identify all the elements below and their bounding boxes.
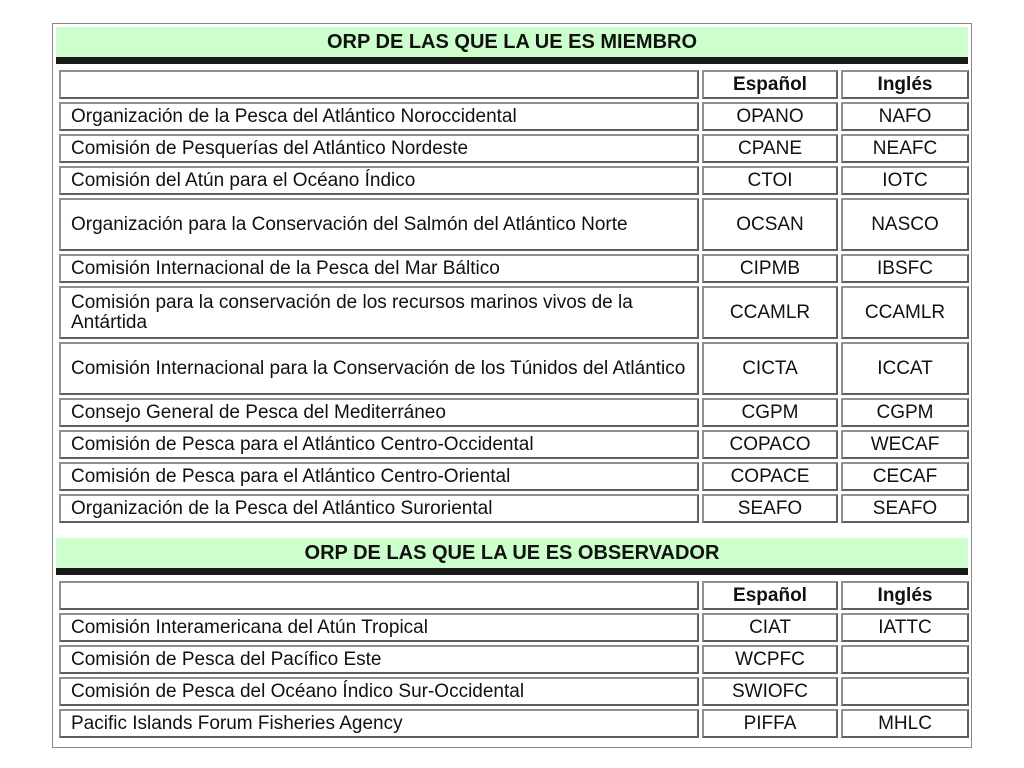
org-name: Comisión de Pesca para el Atlántico Centro-Occidental bbox=[59, 430, 699, 459]
org-name: Comisión Internacional de la Pesca del Mar Báltico bbox=[59, 254, 699, 283]
acronym-en: CCAMLR bbox=[841, 286, 969, 339]
table-row bbox=[59, 430, 969, 459]
table-row bbox=[59, 166, 969, 195]
table-header-row bbox=[59, 581, 969, 610]
acronym-en: NASCO bbox=[841, 198, 969, 251]
acronym-en: NEAFC bbox=[841, 134, 969, 163]
table-row bbox=[59, 286, 969, 339]
acronym-es: CIAT bbox=[702, 613, 838, 642]
org-name: Organización de la Pesca del Atlántico Noroccidental bbox=[59, 102, 699, 131]
table-row bbox=[59, 494, 969, 523]
table-row bbox=[59, 342, 969, 395]
acronym-en: WECAF bbox=[841, 430, 969, 459]
acronym-es: CTOI bbox=[702, 166, 838, 195]
acronym-es: OPANO bbox=[702, 102, 838, 131]
table-row bbox=[59, 398, 969, 427]
acronym-en bbox=[841, 677, 969, 706]
table-observador bbox=[56, 578, 972, 741]
table-row bbox=[59, 254, 969, 283]
acronym-es: SEAFO bbox=[702, 494, 838, 523]
section-banner-observador bbox=[56, 538, 968, 575]
org-name: Consejo General de Pesca del Mediterráneo bbox=[59, 398, 699, 427]
acronym-en bbox=[841, 645, 969, 674]
acronym-es: COPACO bbox=[702, 430, 838, 459]
section-title-miembro: ORP DE LAS QUE LA UE ES MIEMBRO bbox=[326, 31, 698, 53]
table-row bbox=[59, 709, 969, 738]
acronym-en: ICCAT bbox=[841, 342, 969, 395]
table-miembro bbox=[56, 67, 972, 526]
table-row bbox=[59, 134, 969, 163]
table-row bbox=[59, 645, 969, 674]
acronym-es: WCPFC bbox=[702, 645, 838, 674]
acronym-en: IATTC bbox=[841, 613, 969, 642]
acronym-es: CCAMLR bbox=[702, 286, 838, 339]
header-espanol: Español bbox=[702, 581, 838, 610]
org-name: Comisión Interamericana del Atún Tropical bbox=[59, 613, 699, 642]
table-header-row bbox=[59, 70, 969, 99]
org-name: Comisión de Pesca del Pacífico Este bbox=[59, 645, 699, 674]
table-row bbox=[59, 198, 969, 251]
table-row bbox=[59, 677, 969, 706]
acronym-en: MHLC bbox=[841, 709, 969, 738]
org-name: Comisión de Pesquerías del Atlántico Nordeste bbox=[59, 134, 699, 163]
acronym-es: CICTA bbox=[702, 342, 838, 395]
header-name-cell bbox=[59, 581, 699, 610]
org-name: Comisión de Pesca para el Atlántico Centro-Oriental bbox=[59, 462, 699, 491]
header-ingles: Inglés bbox=[841, 581, 969, 610]
acronym-en: CGPM bbox=[841, 398, 969, 427]
header-ingles: Inglés bbox=[841, 70, 969, 99]
acronym-es: CIPMB bbox=[702, 254, 838, 283]
acronym-en: SEAFO bbox=[841, 494, 969, 523]
org-name: Comisión para la conservación de los recursos marinos vivos de la Antártida bbox=[59, 286, 699, 339]
acronym-en: CECAF bbox=[841, 462, 969, 491]
org-name: Organización de la Pesca del Atlántico Suroriental bbox=[59, 494, 699, 523]
orp-document bbox=[52, 23, 972, 748]
org-name: Comisión Internacional para la Conservación de los Túnidos del Atlántico bbox=[59, 342, 699, 395]
table-row bbox=[59, 102, 969, 131]
org-name: Comisión del Atún para el Océano Índico bbox=[59, 166, 699, 195]
acronym-en: NAFO bbox=[841, 102, 969, 131]
acronym-es: CGPM bbox=[702, 398, 838, 427]
acronym-es: PIFFA bbox=[702, 709, 838, 738]
table-row bbox=[59, 613, 969, 642]
acronym-es: OCSAN bbox=[702, 198, 838, 251]
acronym-es: COPACE bbox=[702, 462, 838, 491]
header-name-cell bbox=[59, 70, 699, 99]
org-name: Pacific Islands Forum Fisheries Agency bbox=[59, 709, 699, 738]
acronym-en: IBSFC bbox=[841, 254, 969, 283]
header-espanol: Español bbox=[702, 70, 838, 99]
section-banner-miembro bbox=[56, 27, 968, 64]
org-name: Organización para la Conservación del Salmón del Atlántico Norte bbox=[59, 198, 699, 251]
acronym-es: CPANE bbox=[702, 134, 838, 163]
acronym-es: SWIOFC bbox=[702, 677, 838, 706]
org-name: Comisión de Pesca del Océano Índico Sur-Occidental bbox=[59, 677, 699, 706]
acronym-en: IOTC bbox=[841, 166, 969, 195]
section-title-observador: ORP DE LAS QUE LA UE ES OBSERVADOR bbox=[304, 542, 720, 564]
table-row bbox=[59, 462, 969, 491]
